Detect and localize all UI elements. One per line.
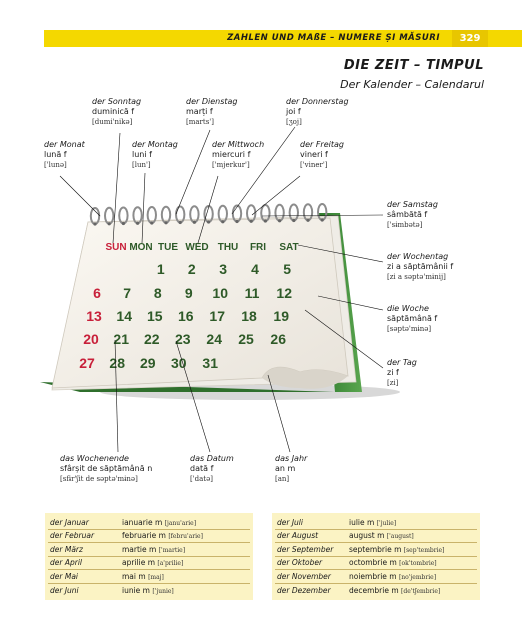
- calendar-day: 24: [206, 331, 222, 347]
- weekday-label: SUN: [105, 242, 127, 253]
- page-subtitle: Der Kalender – Calendarul: [340, 78, 484, 91]
- weekday-label: THU: [217, 242, 239, 253]
- calendar-day: 31: [202, 355, 218, 371]
- label-tag: der Tag zi f [zi]: [387, 358, 417, 387]
- label-samstag: der Samstag sâmbătă f ['sɨmbətə]: [387, 200, 438, 229]
- ring-hole: [264, 219, 267, 222]
- label-wochentag: der Wochentag zi a săptămânii f [zi a səptə'mɨnij]: [387, 252, 454, 281]
- label-freitag: der Freitag vineri f ['viner']: [300, 140, 344, 169]
- month-german: der Februar: [50, 531, 95, 541]
- month-romanian: august m ['august]: [349, 531, 414, 541]
- calendar-day: 20: [83, 331, 99, 347]
- month-row: [48, 516, 250, 530]
- calendar-day: 29: [140, 355, 156, 371]
- month-phonetic: [ok'tombrie]: [399, 560, 437, 568]
- month-row: [275, 584, 477, 598]
- calendar-day: 25: [238, 331, 254, 347]
- ring-hole: [93, 222, 96, 225]
- month-romanian: octombrie m [ok'tombrie]: [349, 558, 437, 568]
- calendar-day: 23: [175, 331, 191, 347]
- month-german: der September: [277, 544, 334, 554]
- weekday-label: WED: [185, 242, 209, 253]
- page-title: DIE ZEIT – TIMPUL: [343, 58, 484, 73]
- ring-hole: [292, 219, 295, 222]
- calendar-day: 22: [144, 331, 160, 347]
- ring-hole: [207, 220, 210, 223]
- month-phonetic: [a'prilie]: [157, 560, 184, 568]
- month-german: der Dezember: [277, 585, 331, 595]
- label-sonntag: der Sonntag duminică f [dumi'nikə]: [92, 97, 142, 126]
- ring-hole: [250, 220, 253, 223]
- month-row: [275, 570, 477, 584]
- months-table-left: [45, 513, 253, 600]
- calendar-day: 15: [147, 308, 163, 324]
- month-phonetic: [de'tʃembrie]: [401, 587, 441, 595]
- calendar-day: 27: [79, 355, 95, 371]
- weekday-label: FRI: [249, 242, 267, 253]
- calendar-day: 9: [184, 285, 193, 301]
- month-row: [275, 543, 477, 557]
- calendar-day: 18: [241, 308, 257, 324]
- month-german: der Juni: [50, 585, 79, 595]
- month-phonetic: ['august]: [386, 533, 414, 541]
- month-german: der Mai: [50, 571, 78, 581]
- ring-hole: [150, 221, 153, 224]
- calendar-day: 11: [244, 285, 260, 301]
- month-german: der Oktober: [277, 558, 323, 568]
- ring-hole: [193, 221, 196, 224]
- month-romanian: martie m ['martie]: [122, 544, 186, 554]
- weekday-label: MON: [129, 242, 153, 253]
- month-romanian: februarie m [febru'arie]: [122, 531, 203, 541]
- calendar-day: 6: [93, 285, 101, 301]
- ring-hole: [321, 218, 324, 221]
- ring-hole: [108, 222, 111, 225]
- month-phonetic: ['julie]: [376, 519, 397, 527]
- ring-hole: [164, 221, 167, 224]
- month-romanian: iulie m ['julie]: [349, 517, 397, 527]
- month-romanian: ianuarie m [janu'arie]: [122, 517, 197, 527]
- month-phonetic: [febru'arie]: [168, 533, 203, 541]
- calendar-day: 13: [86, 308, 102, 324]
- weekday-label: SAT: [279, 242, 299, 253]
- ring-hole: [306, 219, 309, 222]
- calendar-day: 17: [209, 308, 225, 324]
- label-wochenende: das Wochenende sfârșit de săptămână n [sfɨr'ʃit de səptə'mɨnə]: [60, 454, 153, 483]
- month-german: der Juli: [277, 517, 303, 527]
- ring-hole: [136, 222, 139, 225]
- month-german: der Januar: [50, 517, 89, 527]
- page-number: 329: [452, 30, 488, 47]
- label-donnerstag: der Donnerstag joi f [ʒoj]: [286, 97, 349, 126]
- calendar-day: 26: [270, 331, 286, 347]
- month-phonetic: [maj]: [148, 573, 164, 581]
- month-phonetic: [no'jembrie]: [398, 573, 437, 581]
- calendar-day: 7: [123, 285, 132, 301]
- section-title: ZAHLEN UND MAßE – NUMERE ȘI MĂSURI: [227, 33, 440, 43]
- label-monat: der Monat lună f ['lunə]: [44, 140, 85, 169]
- calendar-day: 1: [156, 261, 165, 277]
- months-table-right: [272, 513, 480, 600]
- calendar-day: 19: [273, 308, 289, 324]
- month-german: der August: [277, 531, 319, 541]
- month-romanian: mai m [maj]: [122, 571, 164, 581]
- calendar-day: 3: [219, 261, 228, 277]
- label-woche: die Woche săptămână f [səptə'mɨnə]: [387, 304, 438, 333]
- calendar-day: 30: [171, 355, 187, 371]
- label-datum: das Datum dată f ['datə]: [190, 454, 234, 483]
- calendar-day: 4: [251, 261, 259, 277]
- calendar-day: 21: [113, 331, 129, 347]
- label-jahr: das Jahr an m [an]: [275, 454, 308, 483]
- month-row: [275, 557, 477, 571]
- month-row: [48, 570, 250, 584]
- month-row: [275, 516, 477, 530]
- month-row: [48, 557, 250, 571]
- month-romanian: iunie m ['junie]: [122, 585, 174, 595]
- ring-hole: [179, 221, 182, 224]
- label-dienstag: der Dienstag marți f [marts']: [186, 97, 238, 126]
- calendar-day: 5: [283, 261, 292, 277]
- month-phonetic: ['junie]: [152, 587, 174, 595]
- month-romanian: septembrie m [sep'tembrie]: [349, 544, 445, 554]
- month-phonetic: [sep'tembrie]: [403, 546, 445, 554]
- calendar-day: 14: [116, 308, 132, 324]
- month-german: der April: [50, 558, 82, 568]
- calendar-day: 12: [276, 285, 292, 301]
- month-romanian: noiembrie m [no'jembrie]: [349, 571, 437, 581]
- month-romanian: aprilie m [a'prilie]: [122, 558, 184, 568]
- label-montag: der Montag luni f [lun']: [132, 140, 178, 169]
- ring-hole: [122, 222, 125, 225]
- month-phonetic: [janu'arie]: [164, 519, 197, 527]
- label-mittwoch: der Mittwoch miercuri f ['mjerkur']: [212, 140, 265, 169]
- month-row: [48, 584, 250, 598]
- calendar-day: 2: [187, 261, 196, 277]
- month-romanian: decembrie m [de'tʃembrie]: [349, 585, 441, 595]
- ring-hole: [278, 219, 281, 222]
- month-row: [48, 543, 250, 557]
- month-row: [275, 530, 477, 544]
- weekday-label: TUE: [158, 242, 178, 253]
- ring-hole: [221, 220, 224, 223]
- ring-hole: [235, 220, 238, 223]
- calendar-day: 10: [212, 285, 228, 301]
- month-german: der März: [50, 544, 83, 554]
- month-german: der November: [277, 571, 331, 581]
- month-row: [48, 530, 250, 544]
- calendar-day: 16: [178, 308, 194, 324]
- calendar-day: 28: [109, 355, 125, 371]
- month-phonetic: ['martie]: [158, 546, 186, 554]
- calendar-day: 8: [153, 285, 162, 301]
